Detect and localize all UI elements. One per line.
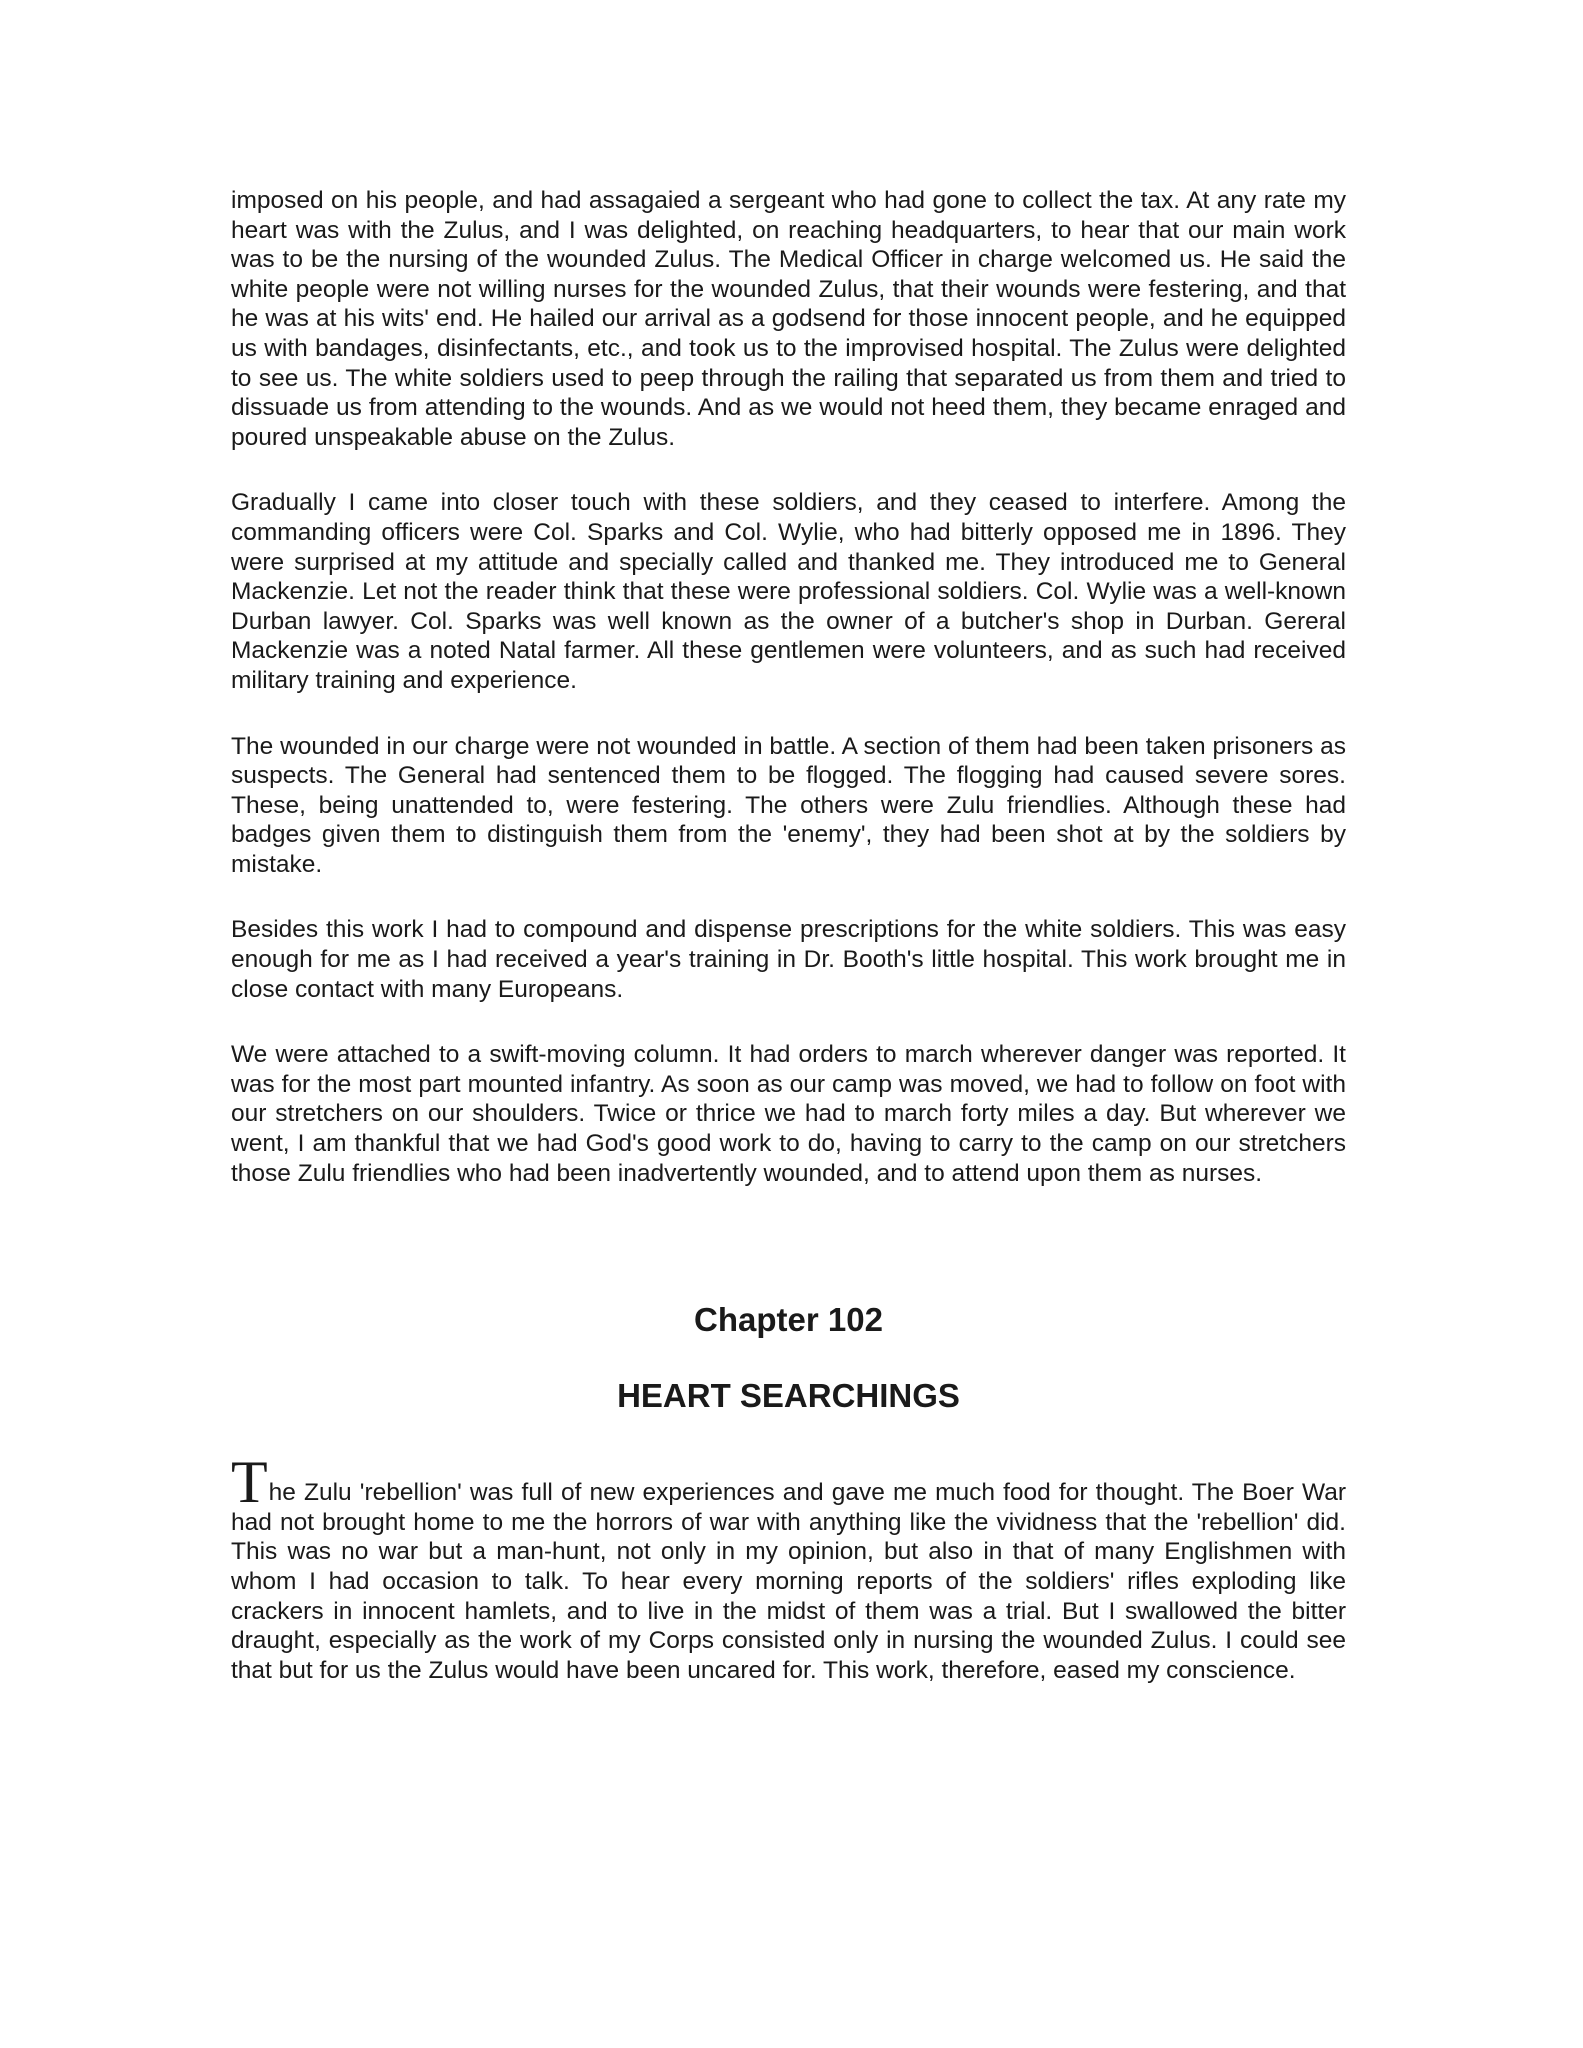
chapter-heading (231, 1300, 1346, 1416)
document-page (231, 186, 1346, 1710)
body-paragraph-1: imposed on his people, and had assagaied a sergeant who had gone to collect the tax. At any rate my heart was with the Zulus, and I was delighted, on reaching headquarters, to hear that our main work was to be the nursing of the wounded Zulus. The Medical Officer in charge welcomed us. He said the white people were not willing nurses for the wounded Zulus, that their wounds were festering, and that he was at his wits' end. He hailed our arrival as a godsend for those innocent people, and he equipped us with bandages, disinfectants, etc., and took us to the improvised hospital. The Zulus were delighted to see us. The white soldiers used to peep through the railing that separated us from them and tried to dissuade us from attending to the wounds. And as we would not heed them, they became enraged and poured unspeakable abuse on the Zulus. (231, 187, 1346, 451)
chapter-subtitle: HEART SEARCHINGS (617, 1377, 960, 1415)
drop-cap-letter: T (231, 1449, 268, 1516)
body-paragraph-2: Gradually I came into closer touch with these soldiers, and they ceased to interfere. Among the commanding officers were Col. Sparks and Col. Wylie, who had bitterly opposed me in 1896. They were surprised at my attitude and specially called and thanked me. They introduced me to General Mackenzie. Let not the reader think that these were professional soldiers. Col. Wylie was a well-known Durban lawyer. Col. Sparks was well known as the owner of a butcher's shop in Durban. Gereral Mackenzie was a noted Natal farmer. All these gentlemen were volunteers, and as such had received military training and experience. (231, 489, 1346, 694)
body-paragraph-5: We were attached to a swift-moving column. It had orders to march wherever danger was reported. It was for the most part mounted infantry. As soon as our camp was moved, we had to follow on foot with our stretchers on our shoulders. Twice or thrice we had to march forty miles a day. But wherever we went, I am thankful that we had God's good work to do, having to carry to the camp on our stretchers those Zulu friendlies who had been inadvertently wounded, and to attend upon them as nurses. (231, 1041, 1346, 1187)
body-paragraph-4: Besides this work I had to compound and dispense prescriptions for the white soldiers. This was easy enough for me as I had received a year's training in Dr. Booth's little hospital. This work brought me in close contact with many Europeans. (231, 916, 1346, 1003)
chapter-title: Chapter 102 (694, 1301, 883, 1339)
body-paragraph-3: The wounded in our charge were not wounded in battle. A section of them had been taken prisoners as suspects. The General had sentenced them to be flogged. The flogging had caused severe sores. These, being unattended to, were festering. The others were Zulu friendlies. Although these had badges given them to distinguish them from the 'enemy', they had been shot at by the soldiers by mistake. (231, 732, 1346, 878)
chapter-first-paragraph (231, 1449, 1346, 1685)
chapter-first-paragraph-text: he Zulu 'rebellion' was full of new experiences and gave me much food for thought. The Boer War had not brought home to me the horrors of war with anything like the vividness that the 'rebellion' did. This was no war but a man-hunt, not only in my opinion, but also in that of many Englishmen with whom I had occasion to talk. To hear every morning reports of the soldiers' rifles exploding like crackers in innocent hamlets, and to live in the midst of them was a trial. But I swallowed the bitter draught, especially as the work of my Corps consisted only in nursing the wounded Zulus. I could see that but for us the Zulus would have been uncared for. This work, therefore, eased my conscience. (231, 1479, 1346, 1684)
